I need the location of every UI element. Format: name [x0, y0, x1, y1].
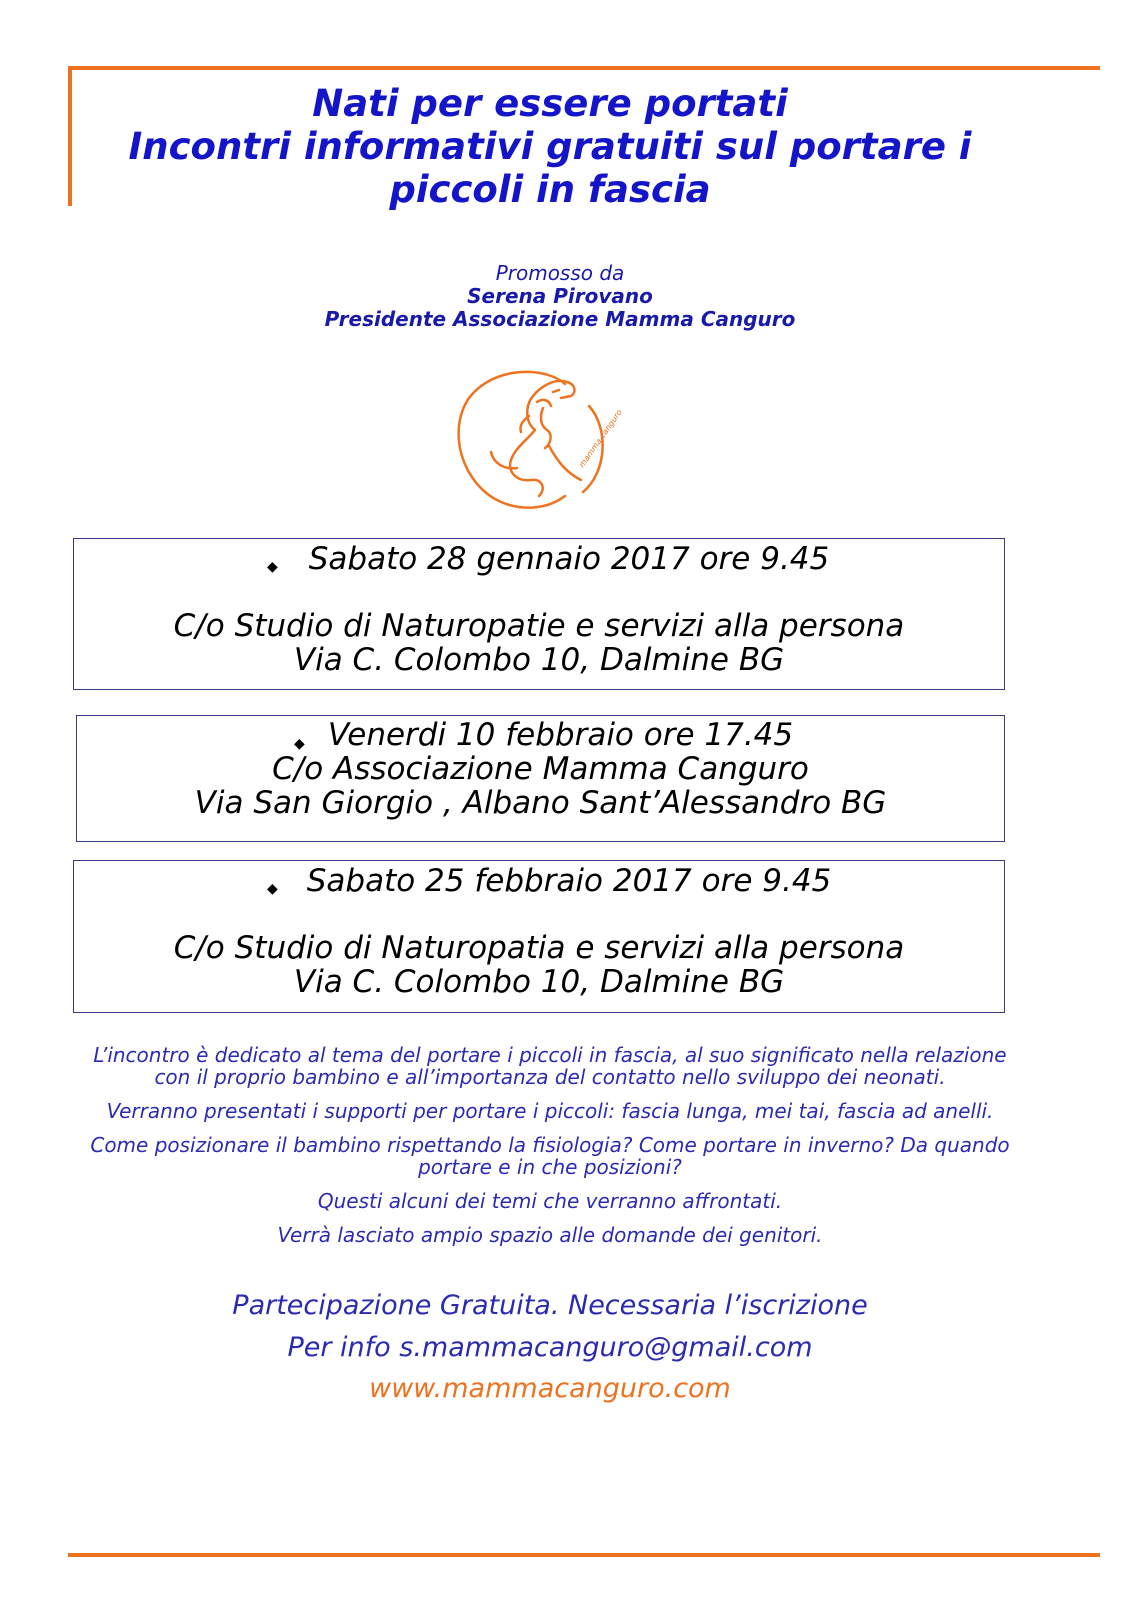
description-paragraph-3: [80, 1134, 1020, 1178]
title-line-3: piccoli in fascia: [389, 168, 711, 211]
flyer-title: [90, 82, 1010, 211]
contact-email[interactable]: Per info s.mammacanguro@gmail.com: [287, 1332, 813, 1363]
event-3-venue: C/o Studio di Naturopatia e servizi alla persona: [173, 930, 905, 966]
event-2-date: Venerdi 10 febbraio ore 17.45: [327, 717, 794, 753]
description-paragraph-5: Verrà lasciato ampio spazio alle domande dei genitori.: [277, 1223, 823, 1247]
description-paragraph-4: Questi alcuni dei temi che verranno affrontati.: [317, 1189, 783, 1213]
desc-p3-line2: portare e in che posizioni?: [418, 1155, 682, 1179]
bullet-icon: ◆: [267, 559, 278, 575]
kangaroo-mother-logo-icon: [453, 368, 623, 528]
promoter-name: Serena Pirovano: [467, 284, 653, 308]
desc-p1-line1: L’incontro è dedicato al tema del portare i piccoli in fascia, al suo significato nella relazione: [93, 1043, 1007, 1067]
bullet-icon: ◆: [267, 881, 278, 897]
promoter-role: Presidente Associazione Mamma Canguro: [324, 307, 796, 331]
description-paragraph-2: Verranno presentati i supporti per portare i piccoli: fascia lunga, mei tai, fascia ad anelli.: [106, 1099, 994, 1123]
bottom-orange-rule: [68, 1553, 1100, 1557]
left-orange-rule: [68, 66, 72, 206]
desc-p3-line1: Come posizionare il bambino rispettando la fisiologia? Come portare in inverno? Da quando: [90, 1133, 1010, 1157]
event-card-2: [76, 715, 1005, 842]
event-1-venue: C/o Studio di Naturopatie e servizi alla persona: [173, 608, 905, 644]
bullet-icon: ◆: [294, 736, 305, 752]
website-link[interactable]: www.mammacanguro.com: [369, 1373, 731, 1404]
title-line-2: Incontri informativi gratuiti sul portare i: [128, 125, 972, 168]
event-card-3: [73, 860, 1005, 1013]
event-3-address: Via C. Colombo 10, Dalmine BG: [293, 964, 785, 1000]
event-3-date: Sabato 25 febbraio 2017 ore 9.45: [306, 863, 832, 899]
promoter-block: [200, 262, 920, 331]
desc-p1-line2: con il proprio bambino e all’importanza del contatto nello sviluppo dei neonati.: [154, 1065, 946, 1089]
event-1-date: Sabato 28 gennaio 2017 ore 9.45: [308, 541, 830, 577]
promo-intro: Promosso da: [495, 261, 625, 285]
event-2-venue: C/o Associazione Mamma Canguro: [272, 751, 809, 787]
participation-note: Partecipazione Gratuita. Necessaria l’iscrizione: [232, 1290, 868, 1321]
event-2-address: Via San Giorgio , Albano Sant’Alessandro BG: [194, 785, 887, 821]
event-1-address: Via C. Colombo 10, Dalmine BG: [293, 642, 785, 678]
title-line-1: Nati per essere portati: [312, 82, 788, 125]
description-paragraph-1: [80, 1044, 1020, 1088]
logo-text: mamma canguro: [577, 407, 623, 470]
event-card-1: [73, 538, 1005, 690]
top-orange-rule: [68, 66, 1100, 70]
description: [80, 1044, 1020, 1258]
